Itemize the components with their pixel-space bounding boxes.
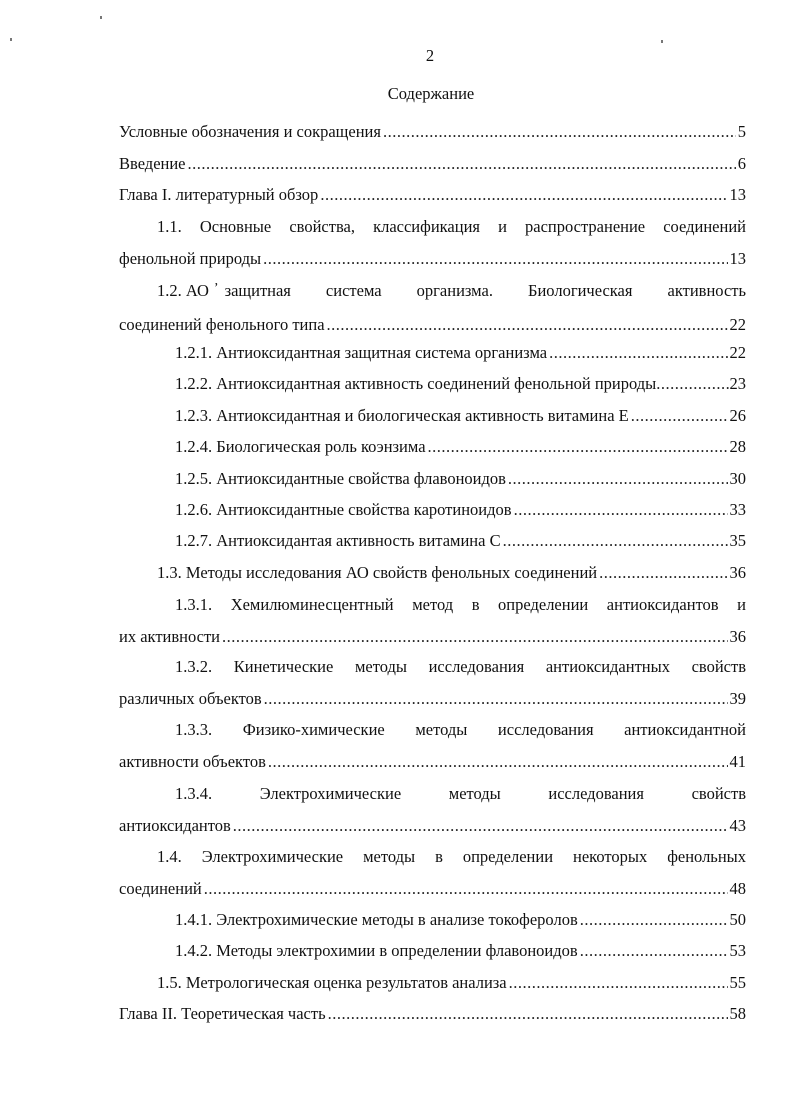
dot-leader: [503, 530, 728, 552]
page-title: Содержание: [387, 84, 475, 103]
toc-entry-line1: 1.3.3. Физико-химические методы исследования антиоксидантной: [175, 720, 746, 739]
scan-speck: [661, 40, 663, 43]
toc-entry-page: 53: [729, 941, 746, 960]
toc-entry[interactable]: [119, 280, 746, 336]
toc-entry[interactable]: [119, 1003, 746, 1025]
toc-entry-page: 36: [729, 627, 746, 646]
toc-entry[interactable]: [119, 594, 746, 648]
toc-entry-line1-prefix: 1.2. АО: [157, 281, 209, 300]
dot-leader: [233, 815, 728, 837]
toc-entry[interactable]: [119, 909, 746, 931]
dot-leader: [204, 878, 728, 900]
toc-entry-title: 1.3. Методы исследования АО свойств фенольных соединений: [157, 563, 598, 582]
dot-leader: [268, 751, 728, 773]
dot-leader: [327, 314, 728, 336]
toc-entry-title: 1.2.3. Антиоксидантная и биологическая активность витамина Е: [175, 406, 629, 425]
toc-entry-page: 43: [729, 816, 746, 835]
dot-leader: [656, 373, 729, 395]
toc-entry-page: 26: [729, 406, 746, 425]
toc-entry-page: 23: [729, 374, 746, 393]
toc-entry[interactable]: [119, 972, 746, 994]
toc-entry-title: 1.4.2. Методы электрохимии в определении флавоноидов: [175, 941, 578, 960]
toc-entry-title: 1.2.2. Антиоксидантная активность соединений фенольной природы: [175, 374, 657, 393]
toc-entry-title: 1.5. Метрологическая оценка результатов анализа: [157, 973, 507, 992]
toc-entry-line1: защитная система организма. Биологическая активность: [224, 281, 746, 300]
toc-entry-line1: 1.4. Электрохимические методы в определении некоторых фенольных: [157, 847, 746, 866]
toc-entry-title: Глава I. литературный обзор: [119, 185, 319, 204]
toc-entry-line1: 1.3.2. Кинетические методы исследования антиоксидантных свойств: [175, 657, 746, 676]
toc-entry-title: Глава II. Теоретическая часть: [119, 1004, 326, 1023]
toc-entry-line1: 1.1. Основные свойства, классификация и распространение соединений: [157, 217, 746, 236]
toc-entry[interactable]: [119, 562, 746, 584]
toc-entry-page: 13: [729, 249, 746, 268]
dot-leader: [328, 1003, 728, 1025]
toc-entry-page: 22: [729, 315, 746, 334]
toc-entry[interactable]: [119, 373, 746, 395]
toc-entry-page: 48: [729, 879, 746, 898]
toc-entry[interactable]: [119, 342, 746, 364]
toc-entry-page: 33: [729, 500, 746, 519]
dot-leader: [549, 342, 727, 364]
toc-entry-page: 28: [729, 437, 746, 456]
toc-entry-page: 41: [729, 752, 746, 771]
dot-leader: [428, 436, 728, 458]
toc-entry-line1: 1.3.4. Электрохимические методы исследования свойств: [175, 784, 746, 803]
toc-entry-page: 39: [729, 689, 746, 708]
toc-entry[interactable]: [119, 436, 746, 458]
toc-entry[interactable]: [119, 216, 746, 270]
scan-speck: [100, 16, 102, 19]
toc-entry-title: фенольной природы: [119, 249, 262, 268]
scan-speck: [10, 38, 12, 41]
toc-entry[interactable]: [119, 719, 746, 773]
toc-entry-page: 22: [729, 343, 746, 362]
toc-entry[interactable]: [119, 153, 746, 175]
toc-entry[interactable]: [119, 405, 746, 427]
toc-entry-title: различных объектов: [119, 689, 262, 708]
toc-entry-title: Условные обозначения и сокращения: [119, 122, 381, 141]
toc-entry-title: соединений: [119, 879, 202, 898]
dot-leader: [320, 184, 727, 206]
apostrophe-mark: ’: [213, 281, 219, 296]
dot-leader: [509, 972, 728, 994]
toc-entry[interactable]: [119, 783, 746, 837]
toc-entry-page: 50: [729, 910, 746, 929]
toc-entry[interactable]: [119, 121, 746, 143]
toc-entry-title: 1.4.1. Электрохимические методы в анализе токоферолов: [175, 910, 578, 929]
toc-entry[interactable]: [119, 468, 746, 490]
toc-entry-page: 5: [737, 122, 746, 141]
toc-entry-title: 1.2.7. Антиоксидантая активность витамина С: [175, 531, 501, 550]
toc-entry[interactable]: [119, 530, 746, 552]
dot-leader: [263, 248, 727, 270]
dot-leader: [508, 468, 728, 490]
toc-entry-title: соединений фенольного типа: [119, 315, 325, 334]
dot-leader: [188, 153, 736, 175]
dot-leader: [580, 940, 728, 962]
dot-leader: [222, 626, 727, 648]
toc-entry-title: 1.2.1. Антиоксидантная защитная система организма: [175, 343, 548, 362]
toc-entry-title: 1.2.6. Антиоксидантные свойства каротиноидов: [175, 500, 512, 519]
toc-entry-title: Введение: [119, 154, 186, 173]
toc-entry-page: 13: [729, 185, 746, 204]
toc-entry-page: 6: [737, 154, 746, 173]
dot-leader: [599, 562, 727, 584]
toc-entry-title: активности объектов: [119, 752, 266, 771]
toc-entry[interactable]: [119, 656, 746, 710]
toc-entry[interactable]: [119, 940, 746, 962]
toc-entry[interactable]: [119, 499, 746, 521]
toc-entry-title: 1.2.4. Биологическая роль коэнзима: [175, 437, 426, 456]
toc-entry[interactable]: [119, 846, 746, 900]
dot-leader: [514, 499, 728, 521]
toc-entry-title: антиоксидантов: [119, 816, 231, 835]
toc-entry-line1: 1.3.1. Хемилюминесцентный метод в определении антиоксидантов и: [175, 595, 746, 614]
toc-entry-page: 58: [729, 1004, 746, 1023]
toc-entry[interactable]: [119, 184, 746, 206]
dot-leader: [580, 909, 728, 931]
toc-entry-page: 55: [729, 973, 746, 992]
dot-leader: [631, 405, 728, 427]
toc-entry-page: 36: [729, 563, 746, 582]
dot-leader: [264, 688, 728, 710]
toc-entry-page: 30: [729, 469, 746, 488]
toc-entry-title: 1.2.5. Антиоксидантные свойства флавоноидов: [175, 469, 506, 488]
toc-entry-page: 35: [729, 531, 746, 550]
toc-entry-title: их активности: [119, 627, 221, 646]
dot-leader: [383, 121, 736, 143]
page-number: 2: [425, 46, 435, 65]
